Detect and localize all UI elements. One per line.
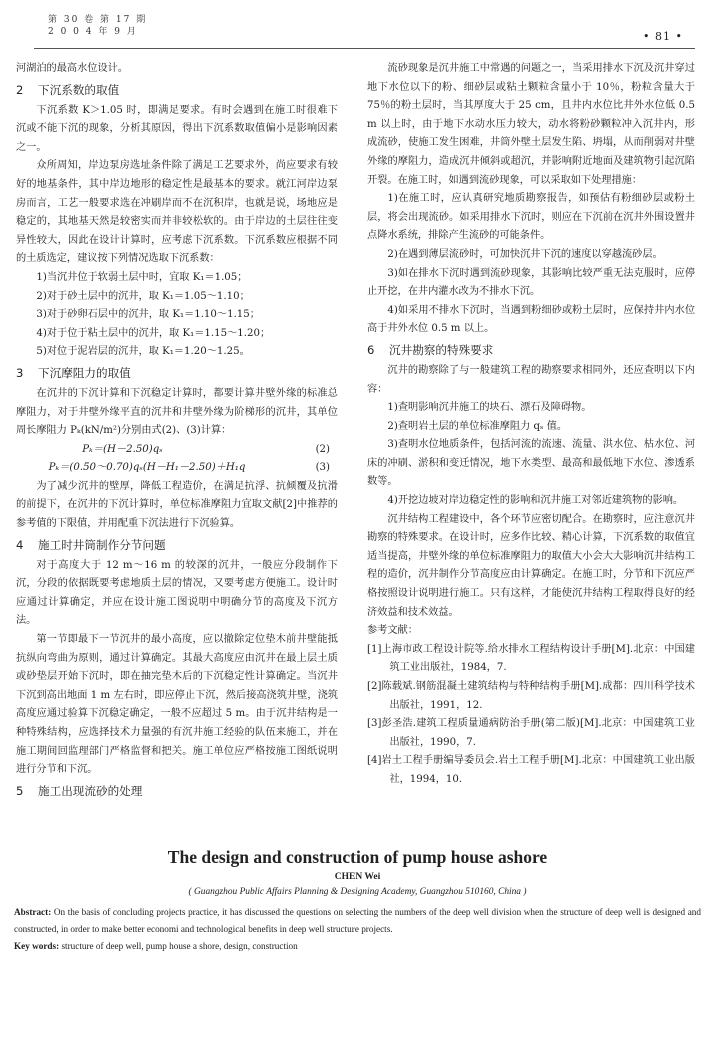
list-item: 3)对于砂卵石层中的沉井，取 K₁＝1.10～1.15； [36, 309, 260, 321]
section-number: 6 [367, 342, 375, 357]
section-3-heading [16, 364, 338, 383]
header-rule [34, 48, 695, 49]
paragraph: 为了减少沉井的壁厚，降低工程造价，在满足抗浮、抗倾覆及抗滑的前提下，在沉井的下沉计算时，单位标准摩阻力宜取文献[2]中推荐的参考值的下限值，并用配重下沉法进行下沉验算。 [16, 480, 338, 530]
english-abstract-block [14, 845, 701, 955]
paragraph: 下沉系数 K＞1.05 时，即满足要求。有时会遇到在施工时很难下沉或不能下沉的现象，分析其原因，得出下沉系数取值偏小是影响因素之一。 [16, 104, 338, 153]
reference-item: [3]彭圣浩.建筑工程质量通病防治手册(第二版)[M].北京：中国建筑工业出版社，1990，7. [367, 718, 695, 748]
section-title: 施工时井筒制作分节问题 [38, 537, 166, 552]
equation-body: Pₖ＝(0.50～0.70)qₛ(H－H₁－2.50)＋H₁q [48, 462, 246, 474]
section-number: 3 [16, 365, 24, 380]
list-item: 1)在施工时，应认真研究地质勘察报告，如预估有粉细砂层或粉土层，将会出现流砂。如采用排水下沉时，则应在下沉前在沉井外围设置井点降水系统，排除产生流砂的可能条件。 [367, 193, 695, 242]
reference-item: [2]陈载斌.钢筋混凝土建筑结构与特种结构手册[M].成都：四川科学技术出版社，1991，12. [367, 681, 695, 711]
list-item: 4)开挖边坡对岸边稳定性的影响和沉井施工对邻近建筑物的影响。 [387, 495, 684, 507]
list-item: 4)对于位于粘土层中的沉井，取 K₁＝1.15～1.20； [36, 327, 271, 339]
section-4-heading [16, 536, 338, 555]
english-affiliation: ( Guangzhou Public Affairs Planning & Designing Academy, Guangzhou 510160, China ) [188, 887, 527, 897]
keywords-label: Key words: [14, 941, 60, 951]
list-item: 3)查明水位地质条件，包括河流的流速、流量、洪水位、枯水位、河床的冲刷、淤积和变迁情况，地下水类型、最高和最低地下水位、渗透系数等。 [367, 439, 695, 488]
list-item: 3)如在排水下沉时遇到流砂现象，其影响比较严重无法克服时，应停止开挖，在井内灌水改为不排水下沉。 [367, 267, 695, 298]
section-number: 2 [16, 82, 24, 97]
journal-date: 2 0 0 4 年 9 月 [48, 27, 138, 37]
page-number: • 81 • [643, 30, 683, 43]
paragraph: 在沉井的下沉计算和下沉稳定计算时，都要计算井壁外缘的标准总摩阻力，对于井壁外缘平直的沉井和井壁外缘为阶梯形的沉井，其单位周长摩阻力 Pₖ(kN/m²)分别由式(2)、(3)计算： [16, 387, 338, 437]
equation-3 [16, 459, 338, 478]
section-title: 沉井勘察的特殊要求 [389, 342, 494, 357]
section-number: 5 [16, 783, 24, 798]
list-item: 1)当沉井位于软弱土层中时，宜取 K₁＝1.05； [36, 271, 248, 283]
references-label: 参考文献： [367, 625, 418, 637]
list-item: 2)查明岩土层的单位标准摩阻力 qₛ 值。 [387, 420, 568, 432]
list-item: 5)对位于泥岩层的沉井，取 K₁＝1.20～1.25。 [36, 346, 250, 358]
section-5-heading [16, 782, 338, 801]
paragraph: 对于高度大于 12 m～16 m 的较深的沉井，一般应分段制作下沉，分段的依据既要考虑地质土层的情况，又要考虑方便施工。设计时应通过计算确定，并应在设计施工图说明中明确分节的高度及下沉方法。 [16, 559, 338, 627]
paragraph: 第一节即最下一节沉井的最小高度，应以撤除定位垫木前井壁能抵抗纵向弯曲为原则，通过计算确定。其最大高度应由沉井在最上层土质或砂垫层开始下沉时，即在抽完垫木后的下沉稳定性计算确定。当沉井下沉到高出地面 1 m 左右时，即应停止下沉，然后接高浇筑井壁，浇筑高度应通过验算下沉稳定确定，一般不应超过 5 m。由于沉井结构是一种特殊结构，应选择技术力量强的有沉井施工经验的队伍来施工，并在施工期间回监理部门严格监督和把关。施工单位应严格按施工图纸说明进行分节和下沉。 [16, 634, 338, 776]
journal-volume-issue: 第 30 卷 第 17 期 [48, 15, 148, 25]
abstract-text: On the basis of concluding projects practice, it has discussed the questions on selecting the numbers of the deep well division when the structure of deep well is designed and constructed, in order to make better economi and technological benefits in deep well structure projects. [14, 907, 701, 934]
paragraph: 众所周知，岸边泵房选址条件除了满足工艺要求外，尚应要求有较好的地基条件，其中岸边地形的稳定性是最基本的要求。就江河岸边泵房而言，工艺一般要求选在冲刷岸而不在沉积岸，也就是说，场地应是稳定的，其地基天然是较密实而并非较松软的。由于岸边的土层往往变异性较大，因此在设计计算时，应考虑下沉系数。下沉系数应根据不同的土质选定，建议按下列情况选取下沉系数： [16, 160, 338, 265]
list-item: 1)查明影响沉井施工的块石、漂石及障碍物。 [387, 402, 592, 414]
english-abstract [14, 904, 701, 938]
equation-number: (2) [315, 443, 330, 455]
english-author: CHEN Wei [334, 872, 381, 882]
section-number: 4 [16, 537, 24, 552]
paragraph: 沉井的勘察除了与一般建筑工程的勘察要求相同外，还应查明以下内容： [367, 364, 695, 395]
list-item: 2)在遇到薄层流砂时，可加快沉井下沉的速度以穿越流砂层。 [387, 248, 663, 260]
equation-2 [16, 441, 338, 460]
english-title: The design and construction of pump house ashore [167, 847, 548, 867]
section-2-heading [16, 81, 338, 100]
section-title: 施工出现流砂的处理 [38, 783, 143, 798]
english-keywords [14, 938, 701, 955]
abstract-label: Abstract: [14, 907, 52, 917]
keywords-text: structure of deep well, pump house a shore, design, construction [61, 941, 298, 951]
paragraph: 流砂现象是沉井施工中常遇的问题之一，当采用排水下沉及沉井穿过地下水位以下的粉、细砂层或粘土颗粒含量小于 10％，粉粒含量大于 75％的粉土层时，当其厚度大于 25 cm，且井内水位比井外水位低 0.5 m 以上时，由于地下水动水压力较大，动水将粉砂颗粒冲入沉井内，形成流砂，使施工发生困难，井筒外壁土层发生陷、坍塌，从而削弱对井壁外缘的摩阻力，造成沉井倾斜或超沉，并影响附近地面及建筑物引起沉陷开裂。在施工时，如遇到流砂现象，可以采取如下处理措施： [367, 63, 695, 186]
list-item: 4)如采用不排水下沉时，当遇到粉细砂或粉土层时，应保持井内水位高于井外水位 0.5 m 以上。 [367, 304, 695, 335]
right-column [367, 60, 695, 790]
journal-header [48, 14, 147, 38]
section-title: 下沉系数的取值 [38, 82, 120, 97]
section-6-heading [367, 341, 695, 360]
list-item: 2)对于砂土层中的沉井，取 K₁＝1.05～1.10； [36, 290, 250, 302]
reference-item: [4]岩土工程手册编导委员会.岩土工程手册[M].北京：中国建筑工业出版社，1994，10. [367, 755, 695, 785]
left-column [16, 60, 338, 803]
equation-body: Pₖ＝(H－2.50)qₛ [82, 443, 163, 455]
paragraph: 沉井结构工程建设中，各个环节应密切配合。在勘察时，应注意沉井勘察的特殊要求。在设计时，应多作比较、精心计算，下沉系数的取值宜适当提高，井壁外缘的单位标准摩阻力的取值大小会大大影响沉井结构工程的造价，沉井制作分节高度应由计算确定。在施工时，分节和下沉应严格按照设计说明进行施工。只有这样，才能使沉井结构工程取得良好的经济效益和技术效益。 [367, 513, 695, 618]
reference-item: [1]上海市政工程设计院等.给水排水工程结构设计手册[M].北京：中国建筑工业出版社，1984，7. [367, 643, 695, 674]
intro-text: 河湖泊的最高水位设计。 [16, 63, 129, 74]
section-title: 下沉摩阻力的取值 [38, 365, 131, 380]
equation-number: (3) [315, 462, 330, 474]
